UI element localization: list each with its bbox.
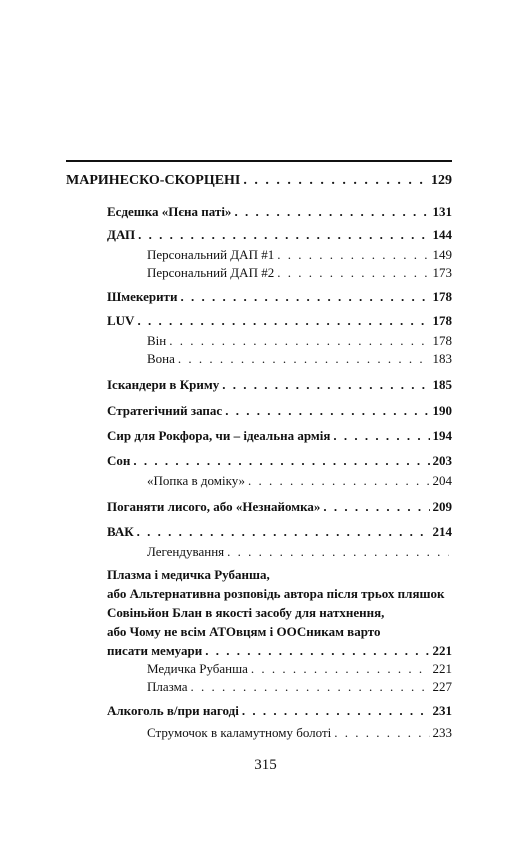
toc-section-heading	[66, 174, 452, 188]
toc-entry	[107, 525, 452, 538]
toc-entry-title: Шмекерити	[107, 289, 178, 304]
toc-leader-dots	[251, 662, 430, 675]
toc-entry	[107, 404, 452, 417]
toc-entry-page: 227	[432, 679, 452, 694]
toc-entry-page: 209	[432, 499, 452, 514]
toc-entry-title: Легендування	[147, 544, 225, 559]
toc-entry	[107, 378, 452, 391]
toc-entry-title: Плазма	[147, 679, 188, 694]
toc-subentry	[147, 474, 452, 487]
toc-entry-title: Іскандери в Криму	[107, 377, 220, 392]
toc-entry-title: Вона	[147, 351, 175, 366]
toc-entry-page: 190	[432, 403, 452, 418]
toc-entry-title: Поганяти лисого, або «Незнайомка»	[107, 499, 321, 514]
toc-subentry	[147, 352, 452, 365]
toc-subentry	[147, 545, 452, 558]
toc-entry-page: 204	[432, 473, 452, 488]
toc-entry-title: Сир для Рокфора, чи – ідеальна армія	[107, 428, 331, 443]
toc-entry-page: 149	[432, 247, 452, 262]
toc-entry-page: 129	[431, 173, 452, 188]
toc-entry	[107, 290, 452, 303]
toc-leader-dots	[234, 205, 429, 218]
toc-leader-dots	[334, 726, 429, 739]
toc-entry-title: «Попка в доміку»	[147, 473, 246, 488]
toc-leader-dots	[137, 314, 429, 327]
toc-leader-dots	[277, 266, 429, 279]
top-rule	[66, 160, 452, 162]
toc-leader-dots	[323, 500, 429, 513]
toc-leader-dots	[277, 248, 429, 261]
toc-entry-page: 233	[432, 725, 452, 740]
toc-entry	[107, 429, 452, 442]
toc-leader-dots	[137, 525, 430, 538]
toc-entry-page: 178	[432, 333, 452, 348]
toc-entry-title: Алкоголь в/при нагоді	[107, 703, 239, 718]
toc-entry-title: Він	[147, 333, 167, 348]
toc-leader-dots	[243, 174, 428, 188]
toc-leader-dots	[178, 352, 430, 365]
toc-entry-page: 178	[432, 289, 452, 304]
toc-leader-dots	[191, 680, 430, 693]
toc-entry-title: Струмочок в каламутному болоті	[147, 725, 332, 740]
toc-entry	[107, 704, 452, 717]
toc-leader-dots	[227, 545, 449, 558]
toc-leader-dots	[205, 641, 429, 660]
toc-entry-title: ВАК	[107, 524, 134, 539]
toc-entry-page: 131	[432, 204, 452, 219]
toc-entry-title: Стратегічний запас	[107, 403, 223, 418]
toc-leader-dots	[248, 474, 429, 487]
toc-entry-page: 221	[432, 661, 452, 676]
toc-entry-title: Медичка Рубанша	[147, 661, 248, 676]
toc-entry-title-line: або Альтернативна розповідь автора після трьох пляшок	[107, 586, 445, 601]
toc-leader-dots	[225, 404, 429, 417]
toc-subentry	[147, 334, 452, 347]
toc-leader-dots	[333, 429, 429, 442]
toc-leader-dots	[180, 290, 429, 303]
toc-leader-dots	[138, 228, 429, 241]
toc-entry-title: Персональний ДАП #2	[147, 265, 275, 280]
toc-subentry	[147, 726, 452, 739]
toc-leader-dots	[242, 704, 430, 717]
toc-entry-title: Сон	[107, 453, 131, 468]
page-number: 315	[254, 757, 277, 773]
toc-subentry	[147, 662, 452, 675]
toc-multiline-entry	[107, 565, 452, 660]
toc-entry-title-line: Плазма і медичка Рубанша,	[107, 567, 270, 582]
toc-entry	[107, 314, 452, 327]
toc-entry-title: LUV	[107, 313, 135, 328]
toc-entry	[107, 500, 452, 513]
toc-entry-page: 231	[432, 703, 452, 718]
toc-entry-title: МАРИНЕСКО-СКОРЦЕНІ	[66, 173, 241, 188]
toc-subentry	[147, 680, 452, 693]
toc-entry-page: 173	[432, 265, 452, 280]
toc-entry	[107, 205, 452, 218]
toc-entry-title-line: Совіньйон Блан в якості засобу для натхнення,	[107, 605, 385, 620]
toc-entry-last-line	[107, 641, 452, 660]
toc-entry-title: Персональний ДАП #1	[147, 247, 275, 262]
toc-entry-page: 183	[432, 351, 452, 366]
toc-entry-page: 185	[432, 377, 452, 392]
toc-entry-title: Есдешка «Пєна паті»	[107, 204, 232, 219]
toc-subentry	[147, 266, 452, 279]
toc-entry	[107, 228, 452, 241]
toc-entry-title-line: або Чому не всім АТОвцям і ООСникам варто	[107, 624, 381, 639]
toc-subentry	[147, 248, 452, 261]
toc-entry-page: 194	[432, 428, 452, 443]
toc-entry-page: 221	[432, 643, 452, 658]
toc-entry-page: 178	[432, 313, 452, 328]
toc-leader-dots	[133, 454, 429, 467]
toc-entry-title: ДАП	[107, 227, 136, 242]
toc-entry	[107, 454, 452, 467]
toc-entry-page: 214	[432, 524, 452, 539]
toc-leader-dots	[222, 378, 429, 391]
toc-entry-page: 144	[432, 227, 452, 242]
toc-entry-title-line: писати мемуари	[107, 643, 203, 658]
toc-entry-page: 203	[432, 453, 452, 468]
toc-leader-dots	[169, 334, 429, 347]
